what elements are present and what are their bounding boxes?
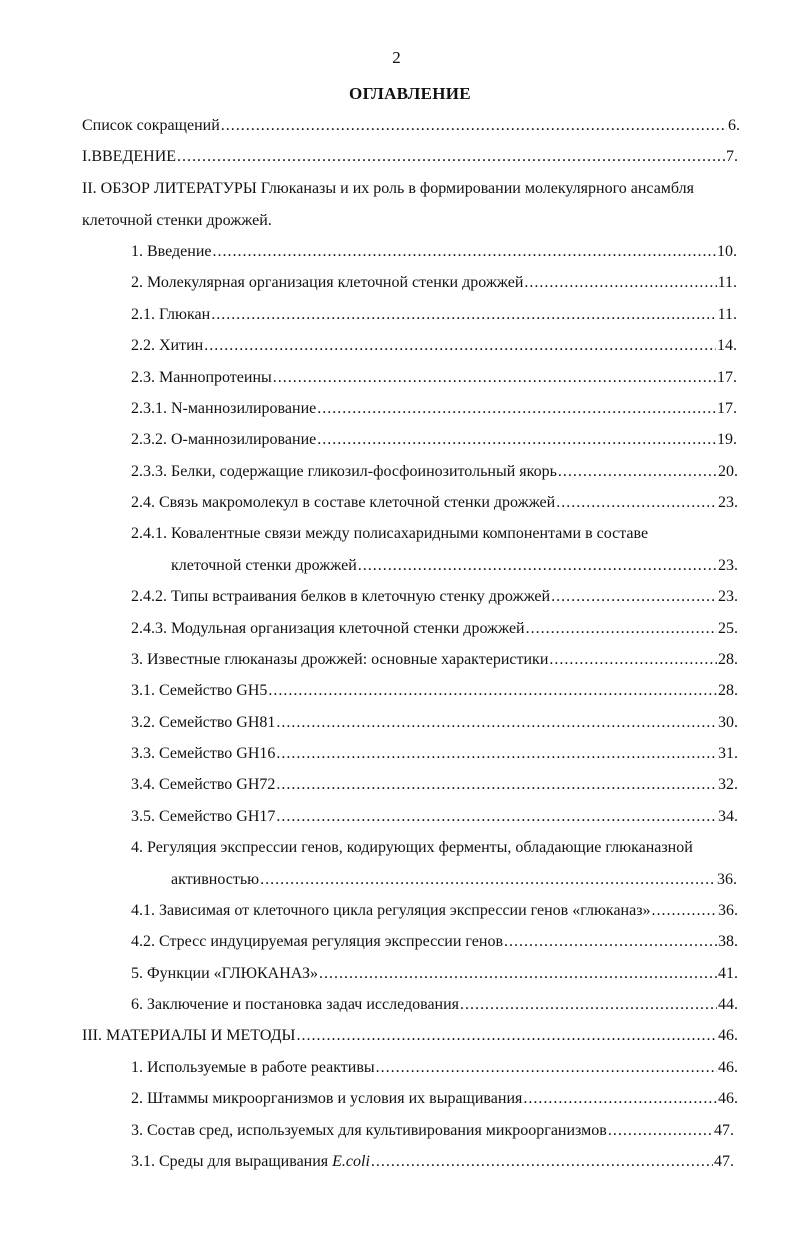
toc-entry [131, 462, 738, 482]
toc-entry-text: 2.4.1. Ковалентные связи между полисахаридными компонентами в составе [131, 525, 649, 542]
entry-text: 2.3.2. О-маннозилирование [131, 431, 317, 448]
entry-text: 2. Штаммы микроорганизмов и условия их выращивания [131, 1090, 523, 1107]
entry-page: 7. [726, 148, 738, 165]
toc-entry [131, 273, 737, 293]
toc-entry-continuation: клеточной стенки дрожжей. [82, 212, 272, 229]
entry-text: активностью [171, 871, 260, 888]
entry-text-italic: E.coli [332, 1153, 370, 1170]
entry-text: клеточной стенки дрожжей [171, 557, 357, 574]
toc-entry [131, 305, 737, 325]
entry-text: 2.3. Маннопротеины [131, 369, 272, 386]
toc-entry [131, 430, 737, 450]
toc-entry-text: II. ОБЗОР ЛИТЕРАТУРЫ Глюканазы и их роль в формировании молекулярного ансамбля [82, 180, 695, 197]
toc-entry [131, 964, 738, 984]
entry-text: 1. Используемые в работе реактивы [131, 1059, 375, 1076]
toc-entry [82, 116, 740, 136]
toc-entry [82, 147, 738, 167]
entry-page: 28. [718, 682, 738, 699]
toc-entry [131, 399, 737, 419]
toc-entry [171, 556, 738, 576]
toc-entry [131, 901, 738, 921]
toc-entry [131, 775, 738, 795]
entry-page: 14. [717, 337, 737, 354]
toc-entry [131, 368, 737, 388]
toc-entry [131, 1121, 734, 1141]
entry-text: 3.3. Семейство GH16 [131, 745, 276, 762]
entry-page: 23. [718, 557, 738, 574]
entry-page: 11. [717, 274, 737, 291]
entry-page: 10. [717, 243, 737, 260]
toc-title: ОГЛАВЛЕНИЕ [349, 84, 471, 103]
entry-page: 46. [718, 1027, 738, 1044]
toc-entry [82, 1026, 738, 1046]
entry-page: 11. [717, 306, 737, 323]
toc-entry [131, 713, 738, 733]
entry-page: 23. [718, 494, 738, 511]
entry-text: Список сокращений [82, 117, 220, 134]
entry-text: 2.4.3. Модульная организация клеточной стенки дрожжей [131, 620, 525, 637]
entry-text: 3.1. Среды для выращивания E.coli [131, 1153, 370, 1170]
entry-page: 47. [714, 1153, 734, 1170]
entry-page: 34. [718, 808, 738, 825]
toc-entry [131, 932, 738, 952]
entry-text: 4.1. Зависимая от клеточного цикла регуляция экспрессии генов «глюканаз» [131, 902, 651, 919]
entry-text: 2.3.1. N-маннозилирование [131, 400, 317, 417]
entry-text: 5. Функции «ГЛЮКАНАЗ» [131, 965, 318, 982]
entry-page: 28. [718, 651, 738, 668]
entry-text: 1. Введение [131, 243, 212, 260]
toc-entry [171, 870, 737, 890]
entry-page: 47. [714, 1122, 734, 1139]
entry-page: 36. [718, 902, 738, 919]
entry-page: 32. [718, 776, 738, 793]
toc-entry [131, 336, 737, 356]
toc-entry [131, 650, 738, 670]
entry-page: 17. [717, 400, 737, 417]
entry-text: 3.5. Семейство GH17 [131, 808, 276, 825]
entry-text: 6. Заключение и постановка задач исследования [131, 996, 460, 1013]
entry-page: 41. [718, 965, 738, 982]
toc-entry [131, 1152, 734, 1172]
entry-text: 2.4. Связь макромолекул в составе клеточной стенки дрожжей [131, 494, 556, 511]
toc-entry [131, 1058, 738, 1078]
entry-page: 44. [718, 996, 738, 1013]
entry-page: 17. [717, 369, 737, 386]
entry-text: 2. Молекулярная организация клеточной стенки дрожжей [131, 274, 524, 291]
entry-text: 2.2. Хитин [131, 337, 204, 354]
toc-entry [131, 619, 738, 639]
entry-page: 19. [717, 431, 737, 448]
toc-entry [131, 242, 737, 262]
toc-entry-text: 4. Регуляция экспрессии генов, кодирующих ферменты, обладающие глюканазной [131, 839, 693, 856]
entry-page: 46. [718, 1059, 738, 1076]
entry-text: 2.4.2. Типы встраивания белков в клеточную стенку дрожжей [131, 588, 551, 605]
entry-page: 30. [718, 714, 738, 731]
entry-page: 25. [718, 620, 738, 637]
entry-text: 2.3.3. Белки, содержащие гликозил-фосфоинозитольный якорь [131, 463, 557, 480]
entry-text: I.ВВЕДЕНИЕ [82, 148, 177, 165]
entry-page: 6. [728, 117, 740, 134]
toc-entry [131, 744, 738, 764]
toc-entry [131, 1089, 738, 1109]
entry-text: 3. Состав сред, используемых для культивирования микроорганизмов [131, 1122, 607, 1139]
page-number: 2 [392, 48, 401, 67]
entry-text: 3.1. Семейство GH5 [131, 682, 268, 699]
toc-entry [131, 587, 738, 607]
entry-text: 4.2. Стресс индуцируемая регуляция экспрессии генов [131, 933, 503, 950]
entry-text: 2.1. Глюкан [131, 306, 211, 323]
toc-entry [131, 681, 738, 701]
entry-page: 46. [718, 1090, 738, 1107]
entry-page: 23. [718, 588, 738, 605]
entry-page: 38. [718, 933, 738, 950]
entry-text: 3. Известные глюканазы дрожжей: основные характеристики [131, 651, 549, 668]
entry-text: III. МАТЕРИАЛЫ И МЕТОДЫ [82, 1027, 296, 1044]
entry-page: 20. [718, 463, 738, 480]
entry-page: 36. [717, 871, 737, 888]
toc-entry [131, 807, 738, 827]
entry-text: 3.4. Семейство GH72 [131, 776, 276, 793]
entry-text: 3.2. Семейство GH81 [131, 714, 276, 731]
toc-entry [131, 995, 738, 1015]
toc-entry [131, 493, 738, 513]
entry-page: 31. [718, 745, 738, 762]
